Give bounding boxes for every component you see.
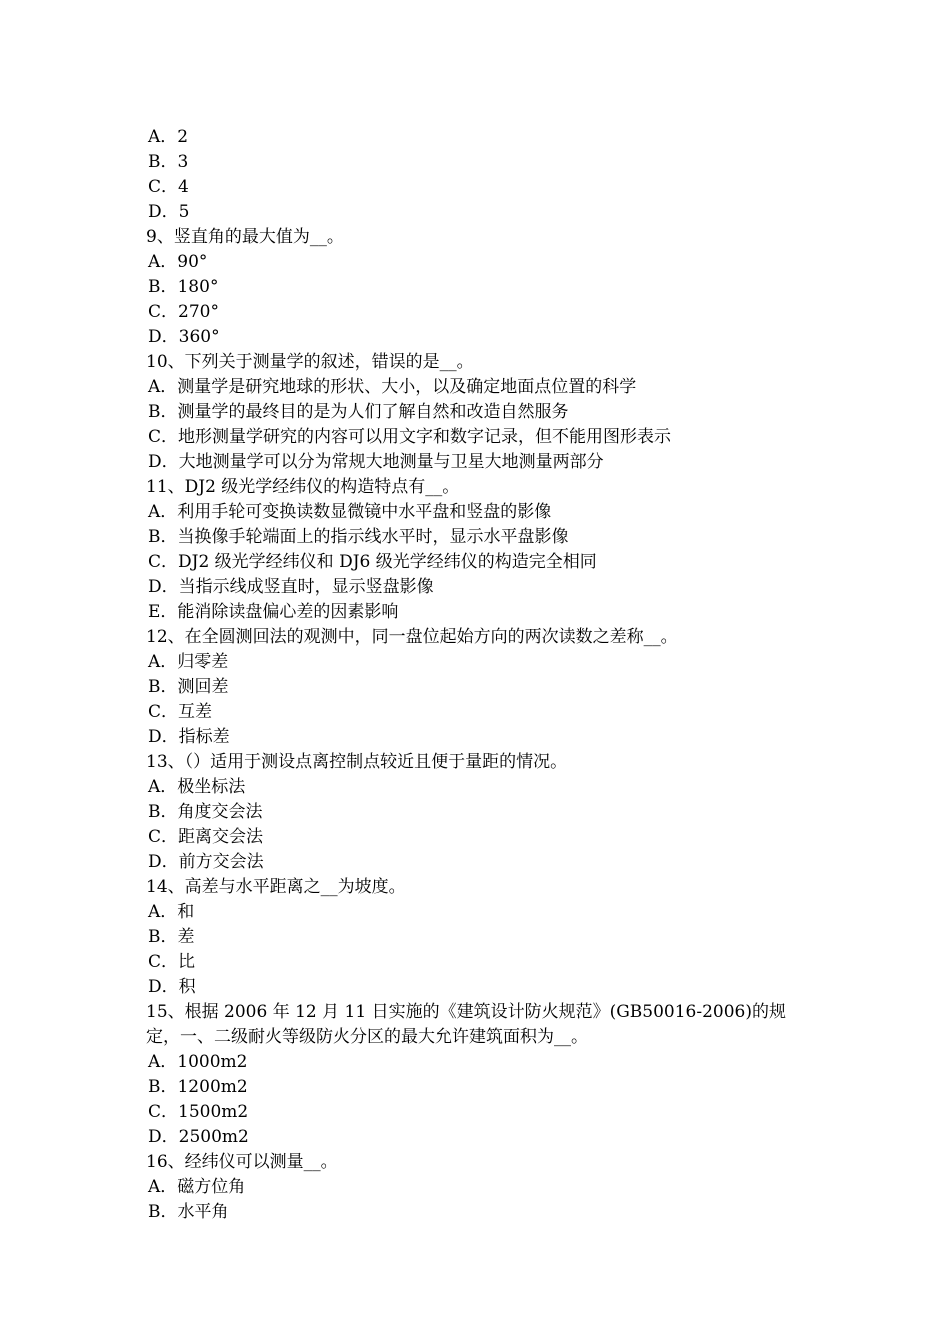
question-text: 15、根据 2006 年 12 月 11 日实施的《建筑设计防火规范》(GB50016-2006)的规: [146, 1002, 787, 1022]
answer-option: B．差: [148, 927, 195, 947]
answer-option: D．2500m2: [148, 1127, 249, 1147]
answer-option: D．5: [148, 202, 190, 222]
question-text: 16、经纬仪可以测量__。: [146, 1152, 338, 1172]
answer-option: B．180°: [148, 277, 219, 297]
answer-option: D．指标差: [148, 727, 230, 747]
question-text: 14、高差与水平距离之__为坡度。: [146, 877, 406, 897]
answer-option: B．水平角: [148, 1202, 229, 1222]
answer-option: A．和: [148, 902, 195, 922]
answer-option: E．能消除读盘偏心差的因素影响: [148, 602, 399, 622]
answer-option: B．角度交会法: [148, 802, 263, 822]
answer-option: C．地形测量学研究的内容可以用文字和数字记录，但不能用图形表示: [148, 427, 672, 447]
question-text: 9、竖直角的最大值为__。: [146, 227, 344, 247]
question-text: 11、DJ2 级光学经纬仪的构造特点有__。: [146, 477, 460, 497]
answer-option: C．270°: [148, 302, 219, 322]
answer-option: B．1200m2: [148, 1077, 248, 1097]
answer-option: C．DJ2 级光学经纬仪和 DJ6 级光学经纬仪的构造完全相同: [148, 552, 597, 572]
answer-option: C．距离交会法: [148, 827, 264, 847]
answer-option: D．当指示线成竖直时，显示竖盘影像: [148, 577, 434, 597]
answer-option: D．积: [148, 977, 196, 997]
answer-option: C．4: [148, 177, 189, 197]
answer-option: A．极坐标法: [148, 777, 246, 797]
answer-option: D．大地测量学可以分为常规大地测量与卫星大地测量两部分: [148, 452, 604, 472]
answer-option: A．测量学是研究地球的形状、大小，以及确定地面点位置的科学: [148, 377, 637, 397]
answer-option: C．比: [148, 952, 196, 972]
question-text: 13、（）适用于测设点离控制点较近且便于量距的情况。: [146, 752, 568, 772]
answer-option: A．2: [148, 127, 189, 147]
answer-option: A．1000m2: [148, 1052, 248, 1072]
answer-option: A．利用手轮可变换读数显微镜中水平盘和竖盘的影像: [148, 502, 552, 522]
answer-option: A．磁方位角: [148, 1177, 246, 1197]
answer-option: D．前方交会法: [148, 852, 264, 872]
answer-option: B．测量学的最终目的是为人们了解自然和改造自然服务: [148, 402, 569, 422]
answer-option: B．当换像手轮端面上的指示线水平时，显示水平盘影像: [148, 527, 569, 547]
answer-option: C．互差: [148, 702, 213, 722]
answer-option: B．3: [148, 152, 189, 172]
answer-option: D．360°: [148, 327, 220, 347]
answer-option: C．1500m2: [148, 1102, 249, 1122]
question-text: 12、在全圆测回法的观测中，同一盘位起始方向的两次读数之差称__。: [146, 627, 678, 647]
answer-option: B．测回差: [148, 677, 229, 697]
answer-option: A．90°: [148, 252, 208, 272]
document-body: [146, 125, 816, 1225]
question-text: 10、下列关于测量学的叙述，错误的是__。: [146, 352, 474, 372]
answer-option: A．归零差: [148, 652, 229, 672]
question-text: 定，一、二级耐火等级防火分区的最大允许建筑面积为__。: [146, 1027, 588, 1047]
